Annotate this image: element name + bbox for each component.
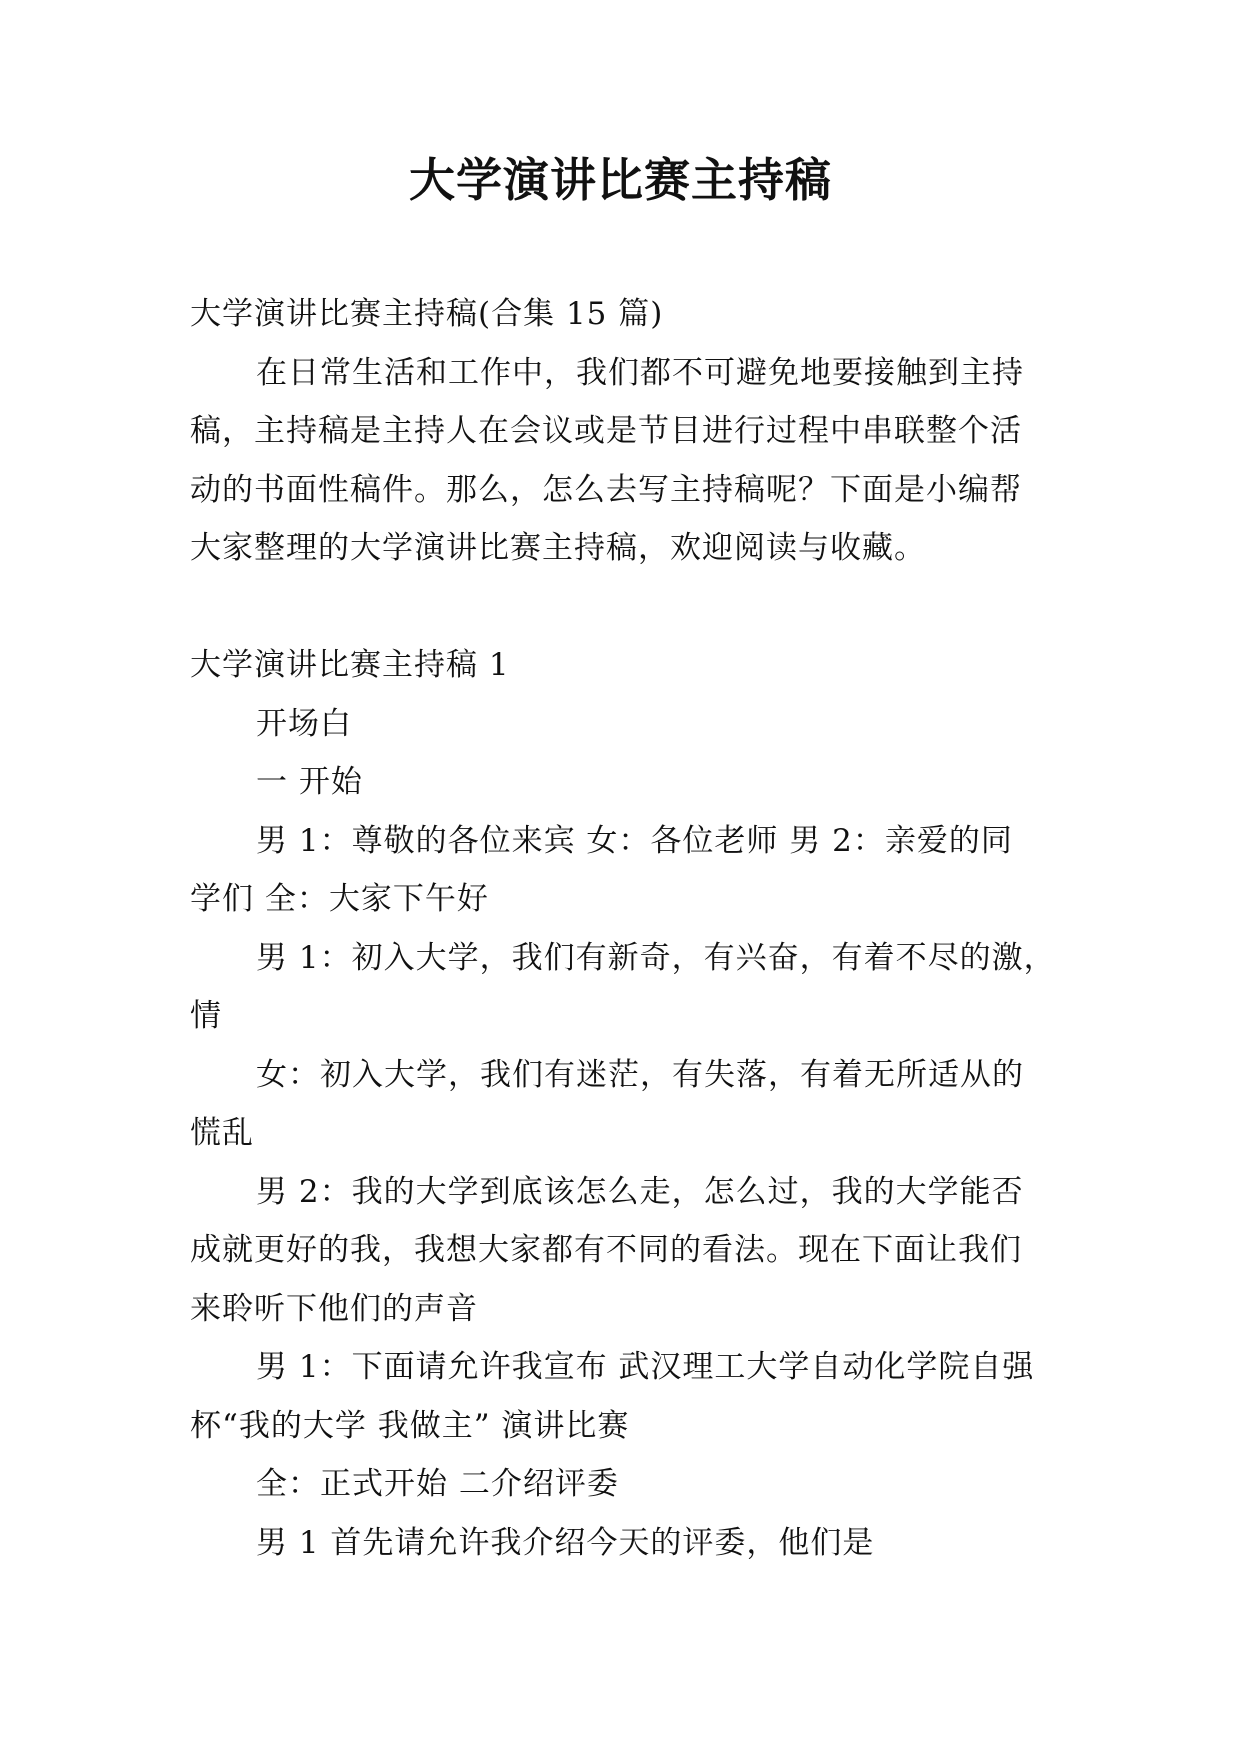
- document-subtitle: 大学演讲比赛主持稿(合集 15 篇): [190, 296, 664, 332]
- body-line: 开场白: [256, 705, 352, 742]
- body-line: 慌乱: [190, 1115, 254, 1151]
- body-line: 情: [190, 998, 222, 1034]
- body-line: 男 1：初入大学，我们有新奇，有兴奋，有着不尽的激，: [256, 939, 1056, 976]
- body-line: 男 1：尊敬的各位来宾 女：各位老师 男 2：亲爱的同: [256, 822, 1013, 859]
- paragraph-gap: [190, 578, 1070, 637]
- body-line: 男 1 首先请允许我介绍今天的评委，他们是: [256, 1524, 875, 1561]
- body-line: 男 2：我的大学到底该怎么走，怎么过，我的大学能否: [256, 1173, 1024, 1210]
- body-line: 学们 全：大家下午好: [190, 881, 489, 917]
- intro-line: 在日常生活和工作中，我们都不可避免地要接触到主持: [256, 354, 1024, 391]
- body-line: 全：正式开始 二介绍评委: [256, 1466, 619, 1502]
- intro-line: 稿，主持稿是主持人在会议或是节目进行过程中串联整个活: [190, 413, 1022, 449]
- body-line: 女：初入大学，我们有迷茫，有失落，有着无所适从的: [256, 1056, 1024, 1093]
- body-line: 男 1：下面请允许我宣布 武汉理工大学自动化学院自强: [256, 1349, 1035, 1385]
- body-line: 成就更好的我，我想大家都有不同的看法。现在下面让我们: [190, 1232, 1022, 1268]
- body-line: 杯“我的大学 我做主” 演讲比赛: [190, 1407, 630, 1444]
- intro-line: 动的书面性稿件。那么，怎么去写主持稿呢？下面是小编帮: [190, 471, 1022, 508]
- body-line: 一 开始: [256, 764, 363, 800]
- document-body: [190, 285, 1070, 1572]
- intro-line: 大家整理的大学演讲比赛主持稿，欢迎阅读与收藏。: [190, 530, 926, 566]
- body-line: 来聆听下他们的声音: [190, 1290, 478, 1327]
- document-title: 大学演讲比赛主持稿: [409, 153, 832, 207]
- section-heading: 大学演讲比赛主持稿 1: [190, 647, 510, 683]
